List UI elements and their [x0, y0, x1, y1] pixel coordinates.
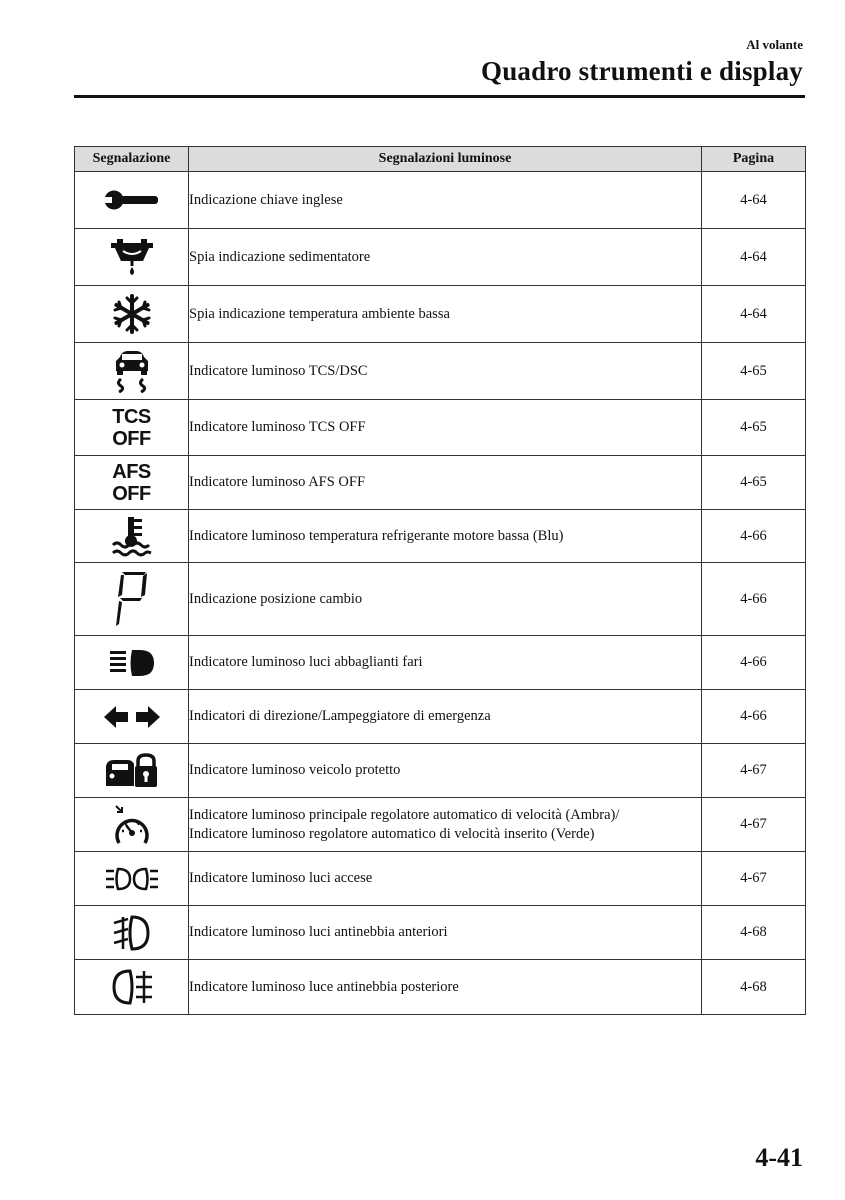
table-row: [75, 960, 806, 1015]
page-ref-cell: 4-66: [702, 690, 806, 744]
tcs-dsc-car-skid-icon: [112, 349, 152, 393]
page-ref-cell: 4-65: [702, 343, 806, 400]
description-cell: Indicatore luminoso luci antinebbia anteriori: [189, 906, 702, 960]
lights-on-icon: [104, 865, 160, 893]
signal-cell: [75, 172, 189, 229]
signal-cell: [75, 906, 189, 960]
column-header-lights: Segnalazioni luminose: [189, 147, 702, 172]
table-row: [75, 400, 806, 456]
description-cell: Indicatore luminoso temperatura refrigerante motore bassa (Blu): [189, 510, 702, 563]
table-row: [75, 229, 806, 286]
gear-position-p-icon: [114, 570, 150, 628]
icon-label-bottom: OFF: [112, 482, 151, 505]
signal-cell: [75, 343, 189, 400]
page-title: Quadro strumenti e display: [481, 56, 803, 86]
page-ref-cell: 4-64: [702, 172, 806, 229]
page-ref-cell: 4-68: [702, 906, 806, 960]
description-line: Indicatore luminoso principale regolatore automatico di velocità (Ambra)/: [189, 806, 620, 823]
water-sedimenter-icon: [109, 237, 155, 277]
description-cell: Indicatore luminoso luci abbaglianti fari: [189, 636, 702, 690]
page-ref-cell: 4-66: [702, 636, 806, 690]
coolant-temperature-icon: [111, 515, 153, 557]
cruise-control-icon: [112, 803, 152, 847]
description-cell: Indicatore luminoso TCS/DSC: [189, 343, 702, 400]
icon-label-top: TCS: [112, 405, 151, 428]
page-ref-cell: 4-66: [702, 510, 806, 563]
description-cell: Spia indicazione sedimentatore: [189, 229, 702, 286]
column-header-signal: Segnalazione: [75, 147, 189, 172]
description-cell: Indicatori di direzione/Lampeggiatore di emergenza: [189, 690, 702, 744]
page-number: 4-41: [755, 1143, 803, 1172]
description-cell: [189, 798, 702, 852]
tcs-off-icon: [112, 406, 151, 450]
rear-fog-light-icon: [110, 967, 154, 1007]
page-ref-cell: 4-68: [702, 960, 806, 1015]
description-line: Indicatore luminoso regolatore automatico di velocità inserito (Verde): [189, 825, 595, 842]
indicator-table: [74, 146, 806, 1015]
table-row: [75, 172, 806, 229]
description-cell: Indicatore luminoso TCS OFF: [189, 400, 702, 456]
icon-label-top: AFS: [112, 460, 151, 483]
table-row: [75, 906, 806, 960]
table-header-row: [75, 147, 806, 172]
page-ref-cell: 4-66: [702, 563, 806, 636]
page-ref-cell: 4-65: [702, 400, 806, 456]
column-header-page: Pagina: [702, 147, 806, 172]
security-car-lock-icon: [104, 752, 160, 790]
snowflake-icon: [111, 293, 153, 335]
page-ref-cell: 4-64: [702, 286, 806, 343]
table-row: [75, 798, 806, 852]
table-row: [75, 343, 806, 400]
description-cell: Spia indicazione temperatura ambiente bassa: [189, 286, 702, 343]
signal-cell: [75, 456, 189, 510]
turn-signal-arrows-icon: [103, 705, 161, 729]
signal-cell: [75, 960, 189, 1015]
signal-cell: [75, 229, 189, 286]
description-cell: Indicatore luminoso veicolo protetto: [189, 744, 702, 798]
signal-cell: [75, 690, 189, 744]
table-row: [75, 456, 806, 510]
table-row: [75, 286, 806, 343]
high-beam-icon: [108, 648, 156, 678]
title-divider: [74, 95, 805, 98]
description-cell: Indicazione posizione cambio: [189, 563, 702, 636]
page-ref-cell: 4-65: [702, 456, 806, 510]
signal-cell: [75, 510, 189, 563]
front-fog-light-icon: [112, 913, 152, 953]
wrench-icon: [104, 189, 160, 211]
signal-cell: [75, 286, 189, 343]
description-cell: Indicatore luminoso luce antinebbia posteriore: [189, 960, 702, 1015]
description-cell: Indicatore luminoso AFS OFF: [189, 456, 702, 510]
table-row: [75, 852, 806, 906]
table-row: [75, 510, 806, 563]
signal-cell: [75, 744, 189, 798]
page-ref-cell: 4-67: [702, 798, 806, 852]
signal-cell: [75, 852, 189, 906]
table-row: [75, 563, 806, 636]
afs-off-icon: [112, 461, 151, 505]
signal-cell: [75, 563, 189, 636]
section-label: Al volante: [746, 37, 803, 52]
description-cell: Indicazione chiave inglese: [189, 172, 702, 229]
page-ref-cell: 4-64: [702, 229, 806, 286]
table-row: [75, 690, 806, 744]
page-ref-cell: 4-67: [702, 852, 806, 906]
table-row: [75, 636, 806, 690]
description-cell: Indicatore luminoso luci accese: [189, 852, 702, 906]
table-row: [75, 744, 806, 798]
signal-cell: [75, 400, 189, 456]
signal-cell: [75, 636, 189, 690]
icon-label-bottom: OFF: [112, 427, 151, 450]
signal-cell: [75, 798, 189, 852]
page-ref-cell: 4-67: [702, 744, 806, 798]
